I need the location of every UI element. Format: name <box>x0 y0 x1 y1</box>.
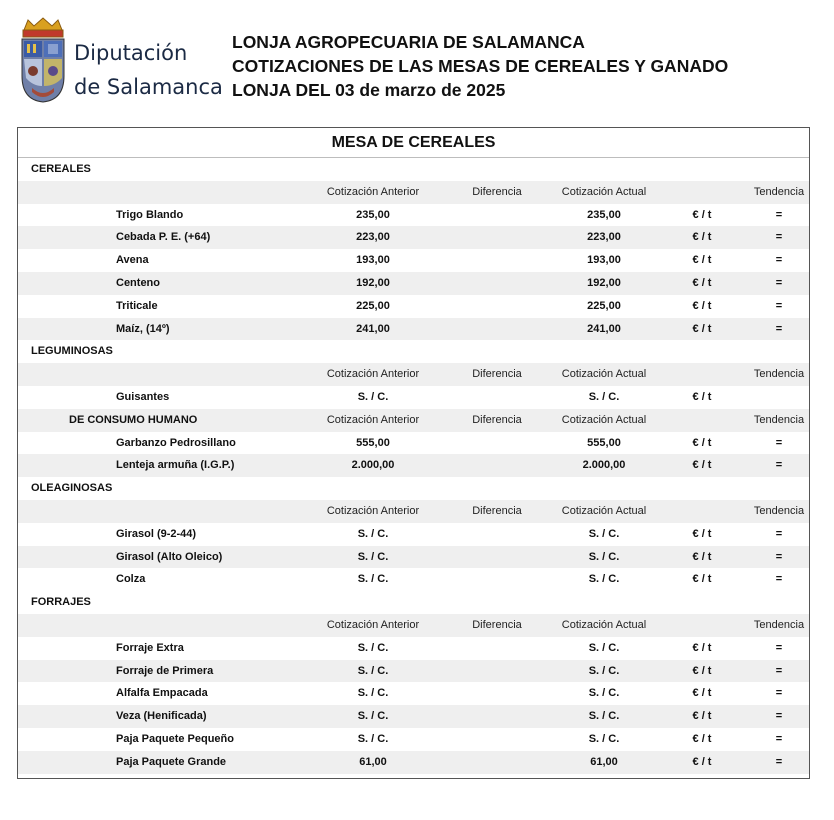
section-header-oleaginosas <box>18 477 809 500</box>
price-actual: S. / C. <box>588 664 620 677</box>
title-fecha: LONJA DEL 03 de marzo de 2025 <box>232 80 506 100</box>
product-name: Colza <box>116 573 146 586</box>
unit: € / t <box>692 390 712 403</box>
trend: = <box>775 664 783 677</box>
product-name: Paja Paquete Grande <box>116 755 227 768</box>
price-anterior: 241,00 <box>356 322 390 335</box>
section-label: OLEAGINOSAS <box>31 482 113 495</box>
table-row <box>18 204 809 227</box>
price-actual: S. / C. <box>588 527 620 540</box>
unit: € / t <box>692 573 712 586</box>
mesa-cereales-panel <box>17 127 810 779</box>
price-actual: S. / C. <box>588 687 620 700</box>
price-actual: S. / C. <box>588 732 620 745</box>
product-name: Trigo Blando <box>116 208 184 221</box>
price-anterior: 192,00 <box>356 276 390 289</box>
table-row <box>18 432 809 455</box>
product-name: Alfalfa Empacada <box>116 687 208 700</box>
table-row <box>18 318 809 341</box>
price-actual: S. / C. <box>588 550 620 563</box>
product-name: Girasol (9-2-44) <box>116 527 197 540</box>
price-actual: 225,00 <box>587 299 621 312</box>
price-anterior: 235,00 <box>356 208 390 221</box>
panel-title: MESA DE CEREALES <box>18 128 809 158</box>
unit: € / t <box>692 322 712 335</box>
unit: € / t <box>692 755 712 768</box>
price-anterior: 223,00 <box>356 231 390 244</box>
table-row <box>18 454 809 477</box>
section-header-forrajes <box>18 591 809 614</box>
price-anterior: S. / C. <box>357 664 389 677</box>
logo-line-1: Diputación <box>74 41 188 65</box>
column-header-row-consumo <box>18 409 809 432</box>
price-actual: 235,00 <box>587 208 621 221</box>
product-name: Garbanzo Pedrosillano <box>116 436 236 449</box>
trend: = <box>775 299 783 312</box>
product-name: Lenteja armuña (I.G.P.) <box>116 459 235 472</box>
unit: € / t <box>692 687 712 700</box>
trend: = <box>775 208 783 221</box>
trend: = <box>775 550 783 563</box>
price-anterior: S. / C. <box>357 390 389 403</box>
column-header-row <box>18 614 809 637</box>
col-tendencia: Tendencia <box>753 185 805 198</box>
price-actual: S. / C. <box>588 390 620 403</box>
trend: = <box>775 710 783 723</box>
col-actual: Cotización Actual <box>561 368 647 381</box>
col-actual: Cotización Actual <box>561 618 647 631</box>
column-header-row <box>18 500 809 523</box>
price-anterior: S. / C. <box>357 550 389 563</box>
product-name: Veza (Henificada) <box>116 710 207 723</box>
trend: = <box>775 436 783 449</box>
col-diferencia: Diferencia <box>472 504 522 517</box>
price-actual: 555,00 <box>587 436 621 449</box>
table-row <box>18 637 809 660</box>
trend: = <box>775 276 783 289</box>
product-name: Forraje Extra <box>116 641 184 654</box>
diputacion-logo-text <box>74 36 223 104</box>
trend: = <box>775 755 783 768</box>
column-header-row <box>18 181 809 204</box>
diputacion-coat-of-arms-icon <box>18 16 68 104</box>
trend: = <box>775 641 783 654</box>
price-actual: 2.000,00 <box>582 459 626 472</box>
col-diferencia: Diferencia <box>472 413 522 426</box>
trend: = <box>775 573 783 586</box>
price-anterior: 61,00 <box>359 755 387 768</box>
product-name: Cebada P. E. (+64) <box>116 231 211 244</box>
price-actual: 61,00 <box>590 755 618 768</box>
product-name: Girasol (Alto Oleico) <box>116 550 223 563</box>
table-row <box>18 272 809 295</box>
table-row <box>18 249 809 272</box>
product-name: Centeno <box>116 276 160 289</box>
section-label: LEGUMINOSAS <box>31 345 113 358</box>
price-anterior: 2.000,00 <box>351 459 395 472</box>
unit: € / t <box>692 208 712 221</box>
document-titles <box>232 30 728 102</box>
price-anterior: 555,00 <box>356 436 390 449</box>
trend: = <box>775 231 783 244</box>
trend: = <box>775 459 783 472</box>
unit: € / t <box>692 254 712 267</box>
col-anterior: Cotización Anterior <box>326 368 420 381</box>
product-name: Paja Paquete Pequeño <box>116 732 234 745</box>
section-header-leguminosas <box>18 340 809 363</box>
unit: € / t <box>692 550 712 563</box>
price-actual: S. / C. <box>588 710 620 723</box>
col-actual: Cotización Actual <box>561 413 647 426</box>
price-anterior: S. / C. <box>357 641 389 654</box>
col-anterior: Cotización Anterior <box>326 185 420 198</box>
price-anterior: 225,00 <box>356 299 390 312</box>
col-diferencia: Diferencia <box>472 185 522 198</box>
table-row <box>18 523 809 546</box>
section-label: FORRAJES <box>31 596 91 609</box>
unit: € / t <box>692 664 712 677</box>
trend: = <box>775 527 783 540</box>
unit: € / t <box>692 710 712 723</box>
price-actual: 193,00 <box>587 254 621 267</box>
logo-line-2: de Salamanca <box>74 75 223 99</box>
price-anterior: S. / C. <box>357 527 389 540</box>
unit: € / t <box>692 276 712 289</box>
col-tendencia: Tendencia <box>753 504 805 517</box>
product-name: Maíz, (14º) <box>116 322 170 335</box>
col-anterior: Cotización Anterior <box>326 504 420 517</box>
col-tendencia: Tendencia <box>753 618 805 631</box>
product-name: Guisantes <box>116 390 170 403</box>
col-actual: Cotización Actual <box>561 504 647 517</box>
price-anterior: 193,00 <box>356 254 390 267</box>
table-row <box>18 660 809 683</box>
product-name: Avena <box>116 254 149 267</box>
col-tendencia: Tendencia <box>753 413 805 426</box>
table-row <box>18 546 809 569</box>
table-row <box>18 682 809 705</box>
product-name: Forraje de Primera <box>116 664 214 677</box>
unit: € / t <box>692 231 712 244</box>
trend: = <box>775 732 783 745</box>
price-actual: S. / C. <box>588 573 620 586</box>
col-actual: Cotización Actual <box>561 185 647 198</box>
table-row <box>18 705 809 728</box>
price-anterior: S. / C. <box>357 732 389 745</box>
price-anterior: S. / C. <box>357 710 389 723</box>
price-actual: 223,00 <box>587 231 621 244</box>
price-anterior: S. / C. <box>357 687 389 700</box>
trend: = <box>775 322 783 335</box>
title-lonja: LONJA AGROPECUARIA DE SALAMANCA <box>232 32 585 52</box>
price-actual: 241,00 <box>587 322 621 335</box>
product-name: Triticale <box>116 299 158 312</box>
unit: € / t <box>692 299 712 312</box>
subsection-label: DE CONSUMO HUMANO <box>69 413 198 426</box>
trend: = <box>775 687 783 700</box>
price-anterior: S. / C. <box>357 573 389 586</box>
title-cotizaciones: COTIZACIONES DE LAS MESAS DE CEREALES Y GANADO <box>232 56 729 76</box>
table-row <box>18 751 809 774</box>
unit: € / t <box>692 436 712 449</box>
price-actual: S. / C. <box>588 641 620 654</box>
unit: € / t <box>692 641 712 654</box>
table-row <box>18 386 809 409</box>
section-label: CEREALES <box>31 163 91 175</box>
col-diferencia: Diferencia <box>472 368 522 381</box>
unit: € / t <box>692 527 712 540</box>
col-tendencia: Tendencia <box>753 368 805 381</box>
section-header-cereales <box>18 158 809 181</box>
trend: = <box>775 254 783 267</box>
document-header <box>0 0 834 115</box>
table-row <box>18 295 809 318</box>
table-row <box>18 226 809 249</box>
unit: € / t <box>692 459 712 472</box>
col-anterior: Cotización Anterior <box>326 618 420 631</box>
price-actual: 192,00 <box>587 276 621 289</box>
col-anterior: Cotización Anterior <box>326 413 420 426</box>
table-row <box>18 728 809 751</box>
col-diferencia: Diferencia <box>472 618 522 631</box>
table-row <box>18 568 809 591</box>
column-header-row <box>18 363 809 386</box>
unit: € / t <box>692 732 712 745</box>
